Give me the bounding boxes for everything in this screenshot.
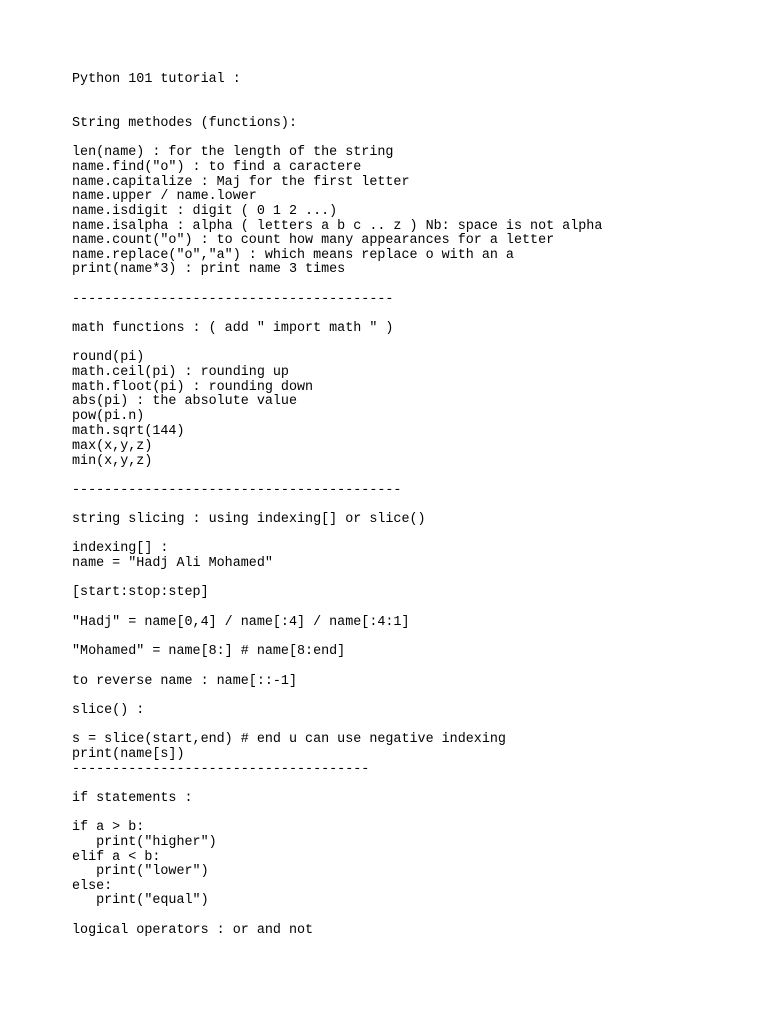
document-title: Python 101 tutorial :	[72, 72, 241, 87]
code-line: print("equal")	[72, 893, 209, 908]
math-line: math.ceil(pi) : rounding up	[72, 365, 289, 380]
section-divider: ----------------------------------------	[72, 292, 394, 307]
section-divider: -------------------------------------	[72, 762, 370, 777]
math-line: math.sqrt(144)	[72, 424, 185, 439]
logical-operators: logical operators : or and not	[72, 923, 314, 938]
math-line: round(pi)	[72, 350, 145, 365]
slice-print: print(name[s])	[72, 747, 185, 762]
math-line: math.floot(pi) : rounding down	[72, 380, 314, 395]
section-divider: -----------------------------------------	[72, 483, 402, 498]
string-method-line: len(name) : for the length of the string	[72, 145, 394, 160]
slice-syntax: [start:stop:step]	[72, 585, 209, 600]
code-line: print("lower")	[72, 864, 209, 879]
math-line: abs(pi) : the absolute value	[72, 394, 297, 409]
string-method-line: print(name*3) : print name 3 times	[72, 262, 346, 277]
math-line: min(x,y,z)	[72, 454, 153, 469]
code-line: if a > b:	[72, 820, 145, 835]
code-line: else:	[72, 879, 113, 894]
math-line: pow(pi.n)	[72, 409, 145, 424]
slice-heading: slice() :	[72, 703, 145, 718]
math-heading: math functions : ( add " import math " )	[72, 321, 394, 336]
indexing-heading: indexing[] :	[72, 541, 169, 556]
slice-example-mohamed: "Mohamed" = name[8:] # name[8:end]	[72, 644, 346, 659]
reverse-example: to reverse name : name[::-1]	[72, 674, 297, 689]
string-method-line: name.isalpha : alpha ( letters a b c .. z ) Nb: space is not alpha	[72, 219, 603, 234]
slice-example-hadj: "Hadj" = name[0,4] / name[:4] / name[:4:1]	[72, 615, 410, 630]
slicing-heading: string slicing : using indexing[] or slice()	[72, 512, 426, 527]
name-assignment: name = "Hadj Ali Mohamed"	[72, 556, 273, 571]
code-line: print("higher")	[72, 835, 217, 850]
string-method-line: name.count("o") : to count how many appearances for a letter	[72, 233, 555, 248]
string-method-line: name.capitalize : Maj for the first letter	[72, 175, 410, 190]
string-method-line: name.find("o") : to find a caractere	[72, 160, 362, 175]
string-methods-heading: String methodes (functions):	[72, 116, 297, 131]
if-heading: if statements :	[72, 791, 193, 806]
code-line: elif a < b:	[72, 850, 161, 865]
string-method-line: name.replace("o","a") : which means replace o with an a	[72, 248, 514, 263]
math-line: max(x,y,z)	[72, 439, 153, 454]
string-method-line: name.isdigit : digit ( 0 1 2 ...)	[72, 204, 338, 219]
string-method-line: name.upper / name.lower	[72, 189, 257, 204]
slice-assignment: s = slice(start,end) # end u can use negative indexing	[72, 732, 506, 747]
